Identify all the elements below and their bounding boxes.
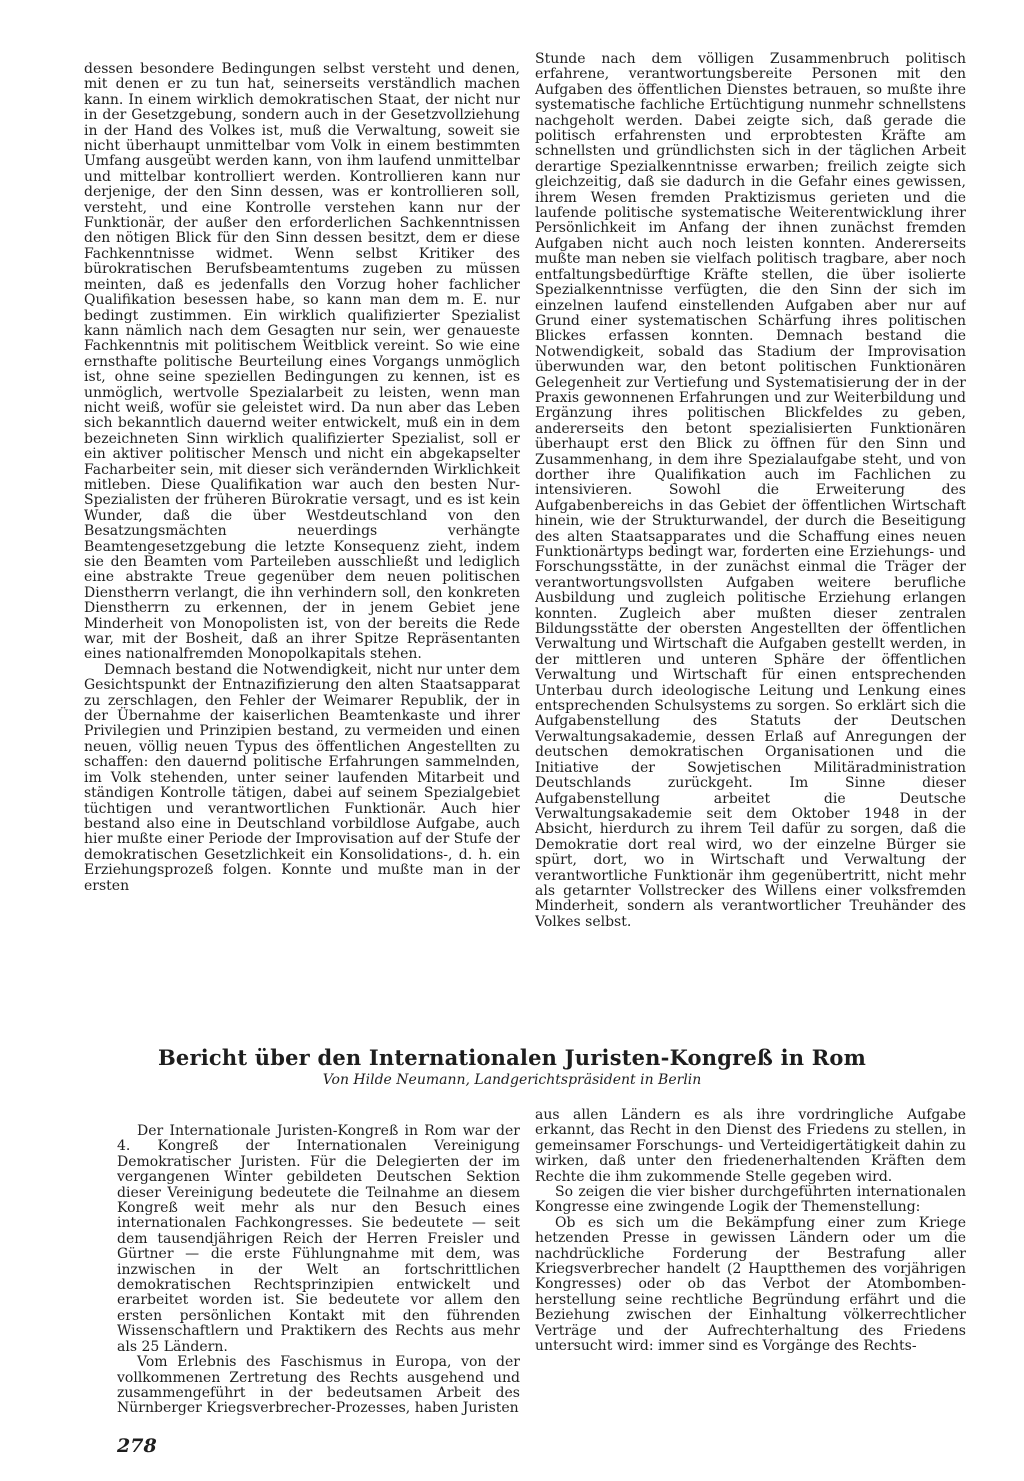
previous-article-right-column bbox=[535, 52, 966, 1006]
paragraph: Demnach bestand die Notwendigkeit, nicht nur unter dem Gesichtspunkt der Entnazifizierung den alten Staatsapparat zu zerschlagen, den Fehler der Weimarer Republik, der in der Übernahme der kaiserlichen Beamtenkaste und ihrer Privilegien und Prinzipien bestand, zu vermeiden und einen neuen, völlig neuen Typus des öffentlichen Angestellten zu schaffen: den dauernd politische Erfahrungen sammelnden, im Volk stehenden, unter seiner laufenden Mitarbeit und ständigen Kontrolle tätigen, dabei auf seinem Spezialgebiet tüchtigen und verantwortlichen Funktionär. Auch hier bestand also eine in Deutschland vorbildlose Aufgabe, auch hier mußte einer Periode der Improvisation auf der Stufe der demokratischen Gesetzlichkeit ein Konsolidations-, d. h. ein Erziehungsprozeß folgen. Konnte und mußte man in der ersten bbox=[84, 661, 520, 894]
paragraph: Stunde nach dem völligen Zusammenbruch politisch erfahrene, verantwortungsbereite Personen mit den Aufgaben des öffentlichen Dienstes betrauen, so mußte ihre systematische fachliche Ertüchtigung nunmehr schnellstens nachgeholt werden. Dabei zeigte sich, daß gerade die politisch erfahrensten und erprobtesten Kräfte am schnellsten und gründlichsten sich in der täglichen Arbeit derartige Spezialkenntnisse erwarben; freilich zeigte sich gleichzeitig, daß sie dadurch in die Gefahr eines gewissen, ihrem Wesen fremden Praktizismus gerieten und die laufende politische systematische Weiterentwicklung ihrer Persönlichkeit im Anfang der ihnen zunächst fremden Aufgaben nicht auch noch leisten konnten. Andererseits mußte man neben sie vielfach politisch tragbare, aber noch entfaltungsbedürftige Kräfte stellen, die über isolierte Spezialkenntnisse verfügten, die den Sinn der sich im einzelnen laufend einstellenden Aufgaben aber nur auf Grund einer systematischen Schärfung ihres politischen Blickes erfassen konnten. Demnach bestand die Notwendigkeit, sobald das Stadium der Improvisation überwunden war, den betont politischen Funktionären Gelegenheit zur Vertiefung und Systematisierung der in der Praxis gewonnenen Erfahrungen und zur Weiterbildung und Ergänzung ihres politischen Blickfeldes zu geben, andererseits den betont spezialisierten Funktionären überhaupt erst den Blick zu öffnen für den Sinn und Zusammenhang, in dem ihre Spezialaufgabe steht, und von dorther ihre Qualifikation auch im Fachlichen zu intensivieren. Sowohl die Erweiterung des Aufgabenbereichs in das Gebiet der öffentlichen Wirtschaft hinein, wie der Strukturwandel, der durch die Beseitigung des alten Staatsapparates und die Schaffung eines neuen Funktionärtyps bedingt war, forderten eine Erziehungs- und Forschungsstätte, in der zunächst einmal die Träger der verantwortungsvollsten Aufgaben weitere berufliche Ausbildung und zugleich politische Erziehung erlangen konnten. Zugleich aber mußten dieser zentralen Bildungsstätte der obersten Angestellten der öffentlichen Verwaltung und Wirtschaft die Aufgaben gestellt werden, in der mittleren und unteren Sphäre der öffentlichen Verwaltung und Wirtschaft für einen entsprechenden Unterbau durch ideologische Leitung und Lenkung eines entsprechenden Schulsystems zu sorgen. So erklärt sich die Aufgabenstellung des Statuts der Deutschen Verwaltungsakademie, dessen Erlaß auf Anregungen der deutschen demokratischen Organisationen und die Initiative der Sowjetischen Militäradministration Deutschlands zurückgeht. Im Sinne dieser Aufgabenstellung arbeitet die Deutsche Verwaltungsakademie seit dem Oktober 1948 in der Absicht, hierdurch zu ihrem Teil dafür zu sorgen, daß die Demokratie dort real wird, wo der einzelne Bürger sie spürt, dort, wo in Wirtschaft und Verwaltung der verantwortliche Funktionär ihm gegenübertritt, nicht mehr als getarnter Vollstrecker des Willens einer volksfremden Minderheit, sondern als verantwortlicher Treuhänder des Volkes selbst. bbox=[535, 52, 966, 930]
paragraph: Ob es sich um die Bekämpfung einer zum Kriege hetzenden Presse in gewissen Ländern oder um die nachdrückliche Forderung der Bestrafung aller Kriegsverbrecher handelt (2 Hauptthemen des vorjährigen Kongresses) oder ob das Verbot der Atombomben-herstellung seine rechtliche Begründung erfährt und die Beziehung zwischen der Einhaltung völkerrechtlicher Verträge und der Aufrechterhaltung des Friedens untersucht wird: immer sind es Vorgänge des Rechts- bbox=[535, 1214, 966, 1355]
paragraph: Der Internationale Juristen-Kongreß in Rom war der 4. Kongreß der Internationalen Vereinigung Demokratischer Juristen. Für die Delegierten der im vergangenen Winter gebildeten Deutschen Sektion dieser Vereinigung bedeutete die Teilnahme an diesem Kongreß weit mehr als nur den Besuch eines internationalen Fachkongresses. Sie bedeutete — seit dem tausendjährigen Reich der Herren Freisler und Gürtner — die erste Fühlungnahme mit dem, was inzwischen in der Welt an fortschrittlichen demokratischen Rechtsprinzipien entwickelt und erarbeitet worden ist. Sie bedeutete vor allem den ersten persönlichen Kontakt mit den führenden Wissenschaftlern und Praktikern des Rechts aus mehr als 25 Ländern. bbox=[117, 1124, 520, 1355]
paragraph: So zeigen die vier bisher durchgeführten internationalen Kongresse eine zwingende Logik der Themenstellung: bbox=[535, 1184, 966, 1216]
paragraph: Vom Erlebnis des Faschismus in Europa, von der vollkommenen Zertretung des Rechts ausgehend und zusammengeführt in der bedeutsamen Arbeit des Nürnberger Kriegsverbrecher-Prozesses, haben Juristen bbox=[117, 1354, 520, 1417]
article-left-column bbox=[117, 1124, 520, 1430]
article-right-column bbox=[535, 1108, 966, 1432]
previous-article-left-column bbox=[84, 62, 520, 1006]
paragraph: dessen besondere Bedingungen selbst versteht und denen, mit denen er zu tun hat, seinerseits verständlich machen kann. In einem wirklich demokratischen Staat, der nicht nur in der Gesetzgebung, sondern auch in der Gesetzvollziehung in der Hand des Volkes ist, muß die Verwaltung, soweit sie nicht überhaupt unmittelbar vom Volk in einem bestimmten Umfang ausgeübt werden kann, von ihm laufend unmittelbar und mittelbar kontrolliert werden. Kontrollieren kann nur derjenige, der den Sinn dessen, was er kontrollieren soll, versteht, und eine Kontrolle verstehen kann nur der Funktionär, der außer den erforderlichen Sachkenntnissen den nötigen Blick für den Sinn dessen besitzt, dem er diese Fachkenntnisse widmet. Wenn selbst Kritiker des bürokratischen Berufsbeamtentums zugeben zu müssen meinten, daß es jedenfalls den Vorzug hoher fachlicher Qualifikation besessen habe, so kann man dem m. E. nur bedingt zustimmen. Ein wirklich qualifizierter Spezialist kann nämlich nach dem Gesagten nur sein, wer genaueste Fachkenntnis mit politischem Weitblick vereint. So wie eine ernsthafte politische Beurteilung eines Vorgangs unmöglich ist, ohne seine speziellen Bedingungen zu kennen, ist es unmöglich, wertvolle Spezialarbeit zu leisten, wenn man nicht weiß, wofür sie geleistet wird. Da nun aber das Leben sich bekanntlich dauernd weiter entwickelt, muß ein in dem bezeichneten Sinn wirklich qualifizierter Spezialist, soll er ein aktiver politischer Mensch und nicht ein abgekapselter Facharbeiter sein, mit dieser sich verändernden Wirklichkeit mitleben. Diese Qualifikation war auch den besten Nur-Spezialisten der früheren Bürokratie versagt, und es ist kein Wunder, daß die über Westdeutschland von den Besatzungsmächten neuerdings verhängte Beamtengesetzgebung die letzte Konsequenz zieht, indem sie den Beamten vom Parteileben ausschließt und lediglich eine abstrakte Treue gegenüber dem neuen politischen Dienstherrn verlangt, die ihn verhindern soll, den konkreten Dienstherrn zu erkennen, der in jenem Gebiet jene Minderheit von Monopolisten ist, von der bereits die Rede war, mit der Bosheit, daß an ihrer Spitze Repräsentanten eines nationalfremden Monopolkapitals stehen. bbox=[84, 62, 520, 663]
page-number: 278 bbox=[117, 1435, 157, 1457]
article-title: Bericht über den Internationalen Juristen-Kongreß in Rom bbox=[157, 1045, 867, 1070]
article-byline: Von Hilde Neumann, Landgerichtspräsident in Berlin bbox=[322, 1072, 702, 1088]
paragraph: aus allen Ländern es als ihre vordringliche Aufgabe erkannt, das Recht in den Dienst des Friedens zu stellen, in gemeinsamer Forschungs- und Verteidigertätigkeit dahin zu wirken, daß unter den friedenerhaltenden Kräften dem Rechte die ihm zukommende Stelle gegeben wird. bbox=[535, 1108, 966, 1185]
